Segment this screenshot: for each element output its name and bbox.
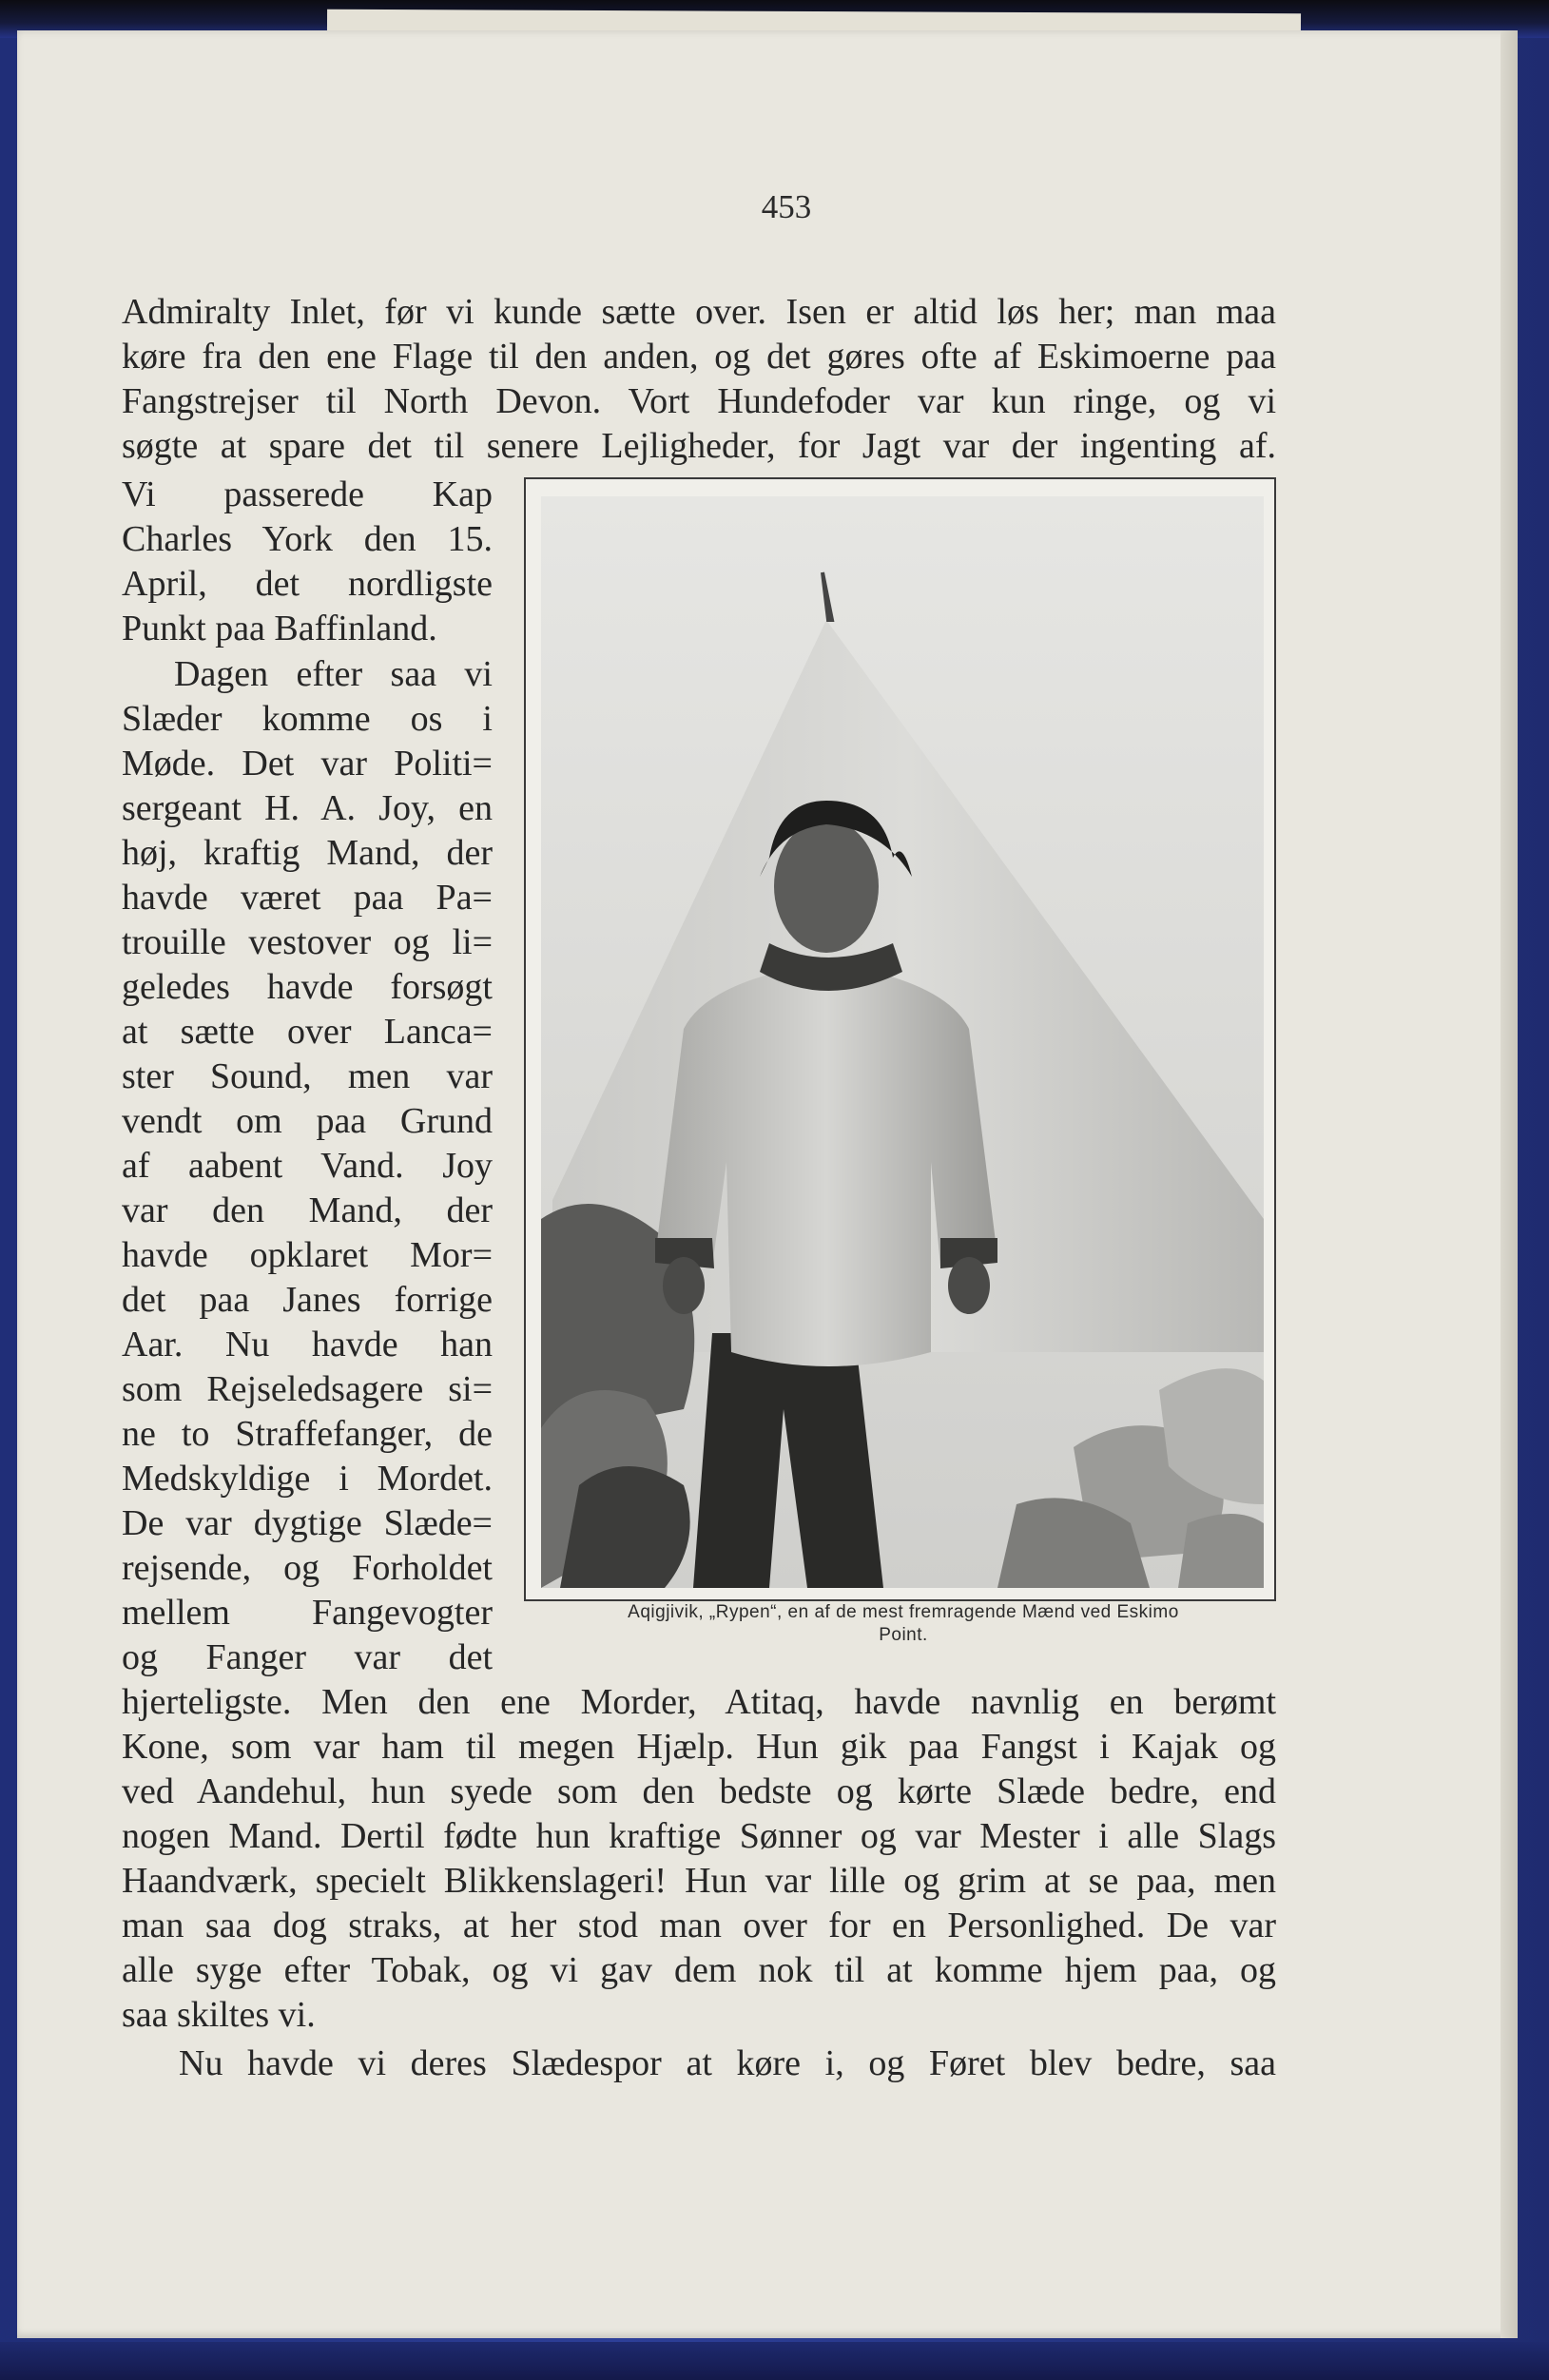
photo-frame [524, 477, 1276, 1601]
text-line: Nu havde vi deres Slædespor at køre i, og Føret blev bedre, saa [179, 2043, 1276, 2083]
text-line: Aar. Nu havde han [122, 1325, 493, 1364]
text-line: Admiralty Inlet, før vi kunde sætte over. Isen er altid løs her; man maa [122, 292, 1276, 332]
text-line: Kone, som var ham til megen Hjælp. Hun gik paa Fangst i Kajak og [122, 1727, 1276, 1767]
text-line: at sætte over Lanca= [122, 1012, 493, 1052]
text-line: det paa Janes forrige [122, 1280, 493, 1320]
book-page [17, 30, 1518, 2338]
text-line: man saa dog straks, at her stod man over for en Personlighed. De var [122, 1906, 1276, 1945]
photo-eskimo-man-before-tent [541, 496, 1264, 1588]
text-line: søgte at spare det til senere Lejligheder, for Jagt var der ingenting af. [122, 426, 1276, 466]
page-edge [1501, 30, 1518, 2338]
text-line: Dagen efter saa vi [174, 654, 493, 694]
text-line: høj, kraftig Mand, der [122, 833, 493, 873]
text-line: havde opklaret Mor= [122, 1235, 493, 1275]
text-line: Punkt paa Baffinland. [122, 609, 437, 648]
text-line: ved Aandehul, hun syede som den bedste og kørte Slæde bedre, end [122, 1771, 1276, 1811]
photo-caption-line: Point. [879, 1625, 928, 1645]
photo-caption [531, 1601, 1276, 1647]
photo-caption-line: Aqigjivik, „Rypen“, en af de mest fremragende Mænd ved Eskimo [628, 1602, 1179, 1622]
text-line: Møde. Det var Politi= [122, 744, 493, 784]
text-line: April, det nordligste [122, 564, 493, 604]
text-line: Charles York den 15. [122, 519, 493, 559]
text-line: rejsende, og Forholdet [122, 1548, 493, 1588]
text-line: hjerteligste. Men den ene Morder, Atitaq, havde navnlig en berømt [122, 1682, 1276, 1722]
text-line: ster Sound, men var [122, 1056, 493, 1096]
text-line: geledes havde forsøgt [122, 967, 493, 1007]
binding-bottom-edge [0, 2342, 1549, 2380]
page-number: 453 [761, 188, 812, 225]
text-line: sergeant H. A. Joy, en [122, 788, 493, 828]
text-line: køre fra den ene Flage til den anden, og det gøres ofte af Eskimoerne paa [122, 337, 1276, 377]
text-line: saa skiltes vi. [122, 1995, 316, 2035]
text-line: vendt om paa Grund [122, 1101, 493, 1141]
text-line: alle syge efter Tobak, og vi gav dem nok til at komme hjem paa, og [122, 1950, 1276, 1990]
photo-illustration [541, 496, 1264, 1588]
text-line: nogen Mand. Dertil fødte hun kraftige Sønner og var Mester i alle Slags [122, 1816, 1276, 1856]
text-line: mellem Fangevogter [122, 1593, 493, 1633]
text-line: Medskyldige i Mordet. [122, 1459, 493, 1499]
text-line: Slæder komme os i [122, 699, 493, 739]
text-line: som Rejseledsagere si= [122, 1369, 493, 1409]
text-line: af aabent Vand. Joy [122, 1146, 493, 1186]
text-line: havde været paa Pa= [122, 878, 493, 918]
text-line: trouille vestover og li= [122, 922, 493, 962]
text-line: Vi passerede Kap [122, 474, 493, 514]
text-line: var den Mand, der [122, 1190, 493, 1230]
text-line: De var dygtige Slæde= [122, 1503, 493, 1543]
text-line: og Fanger var det [122, 1637, 493, 1677]
text-line: ne to Straffefanger, de [122, 1414, 493, 1454]
text-line: Fangstrejser til North Devon. Vort Hundefoder var kun ringe, og vi [122, 381, 1276, 421]
text-line: Haandværk, specielt Blikkenslageri! Hun var lille og grim at se paa, men [122, 1861, 1276, 1901]
